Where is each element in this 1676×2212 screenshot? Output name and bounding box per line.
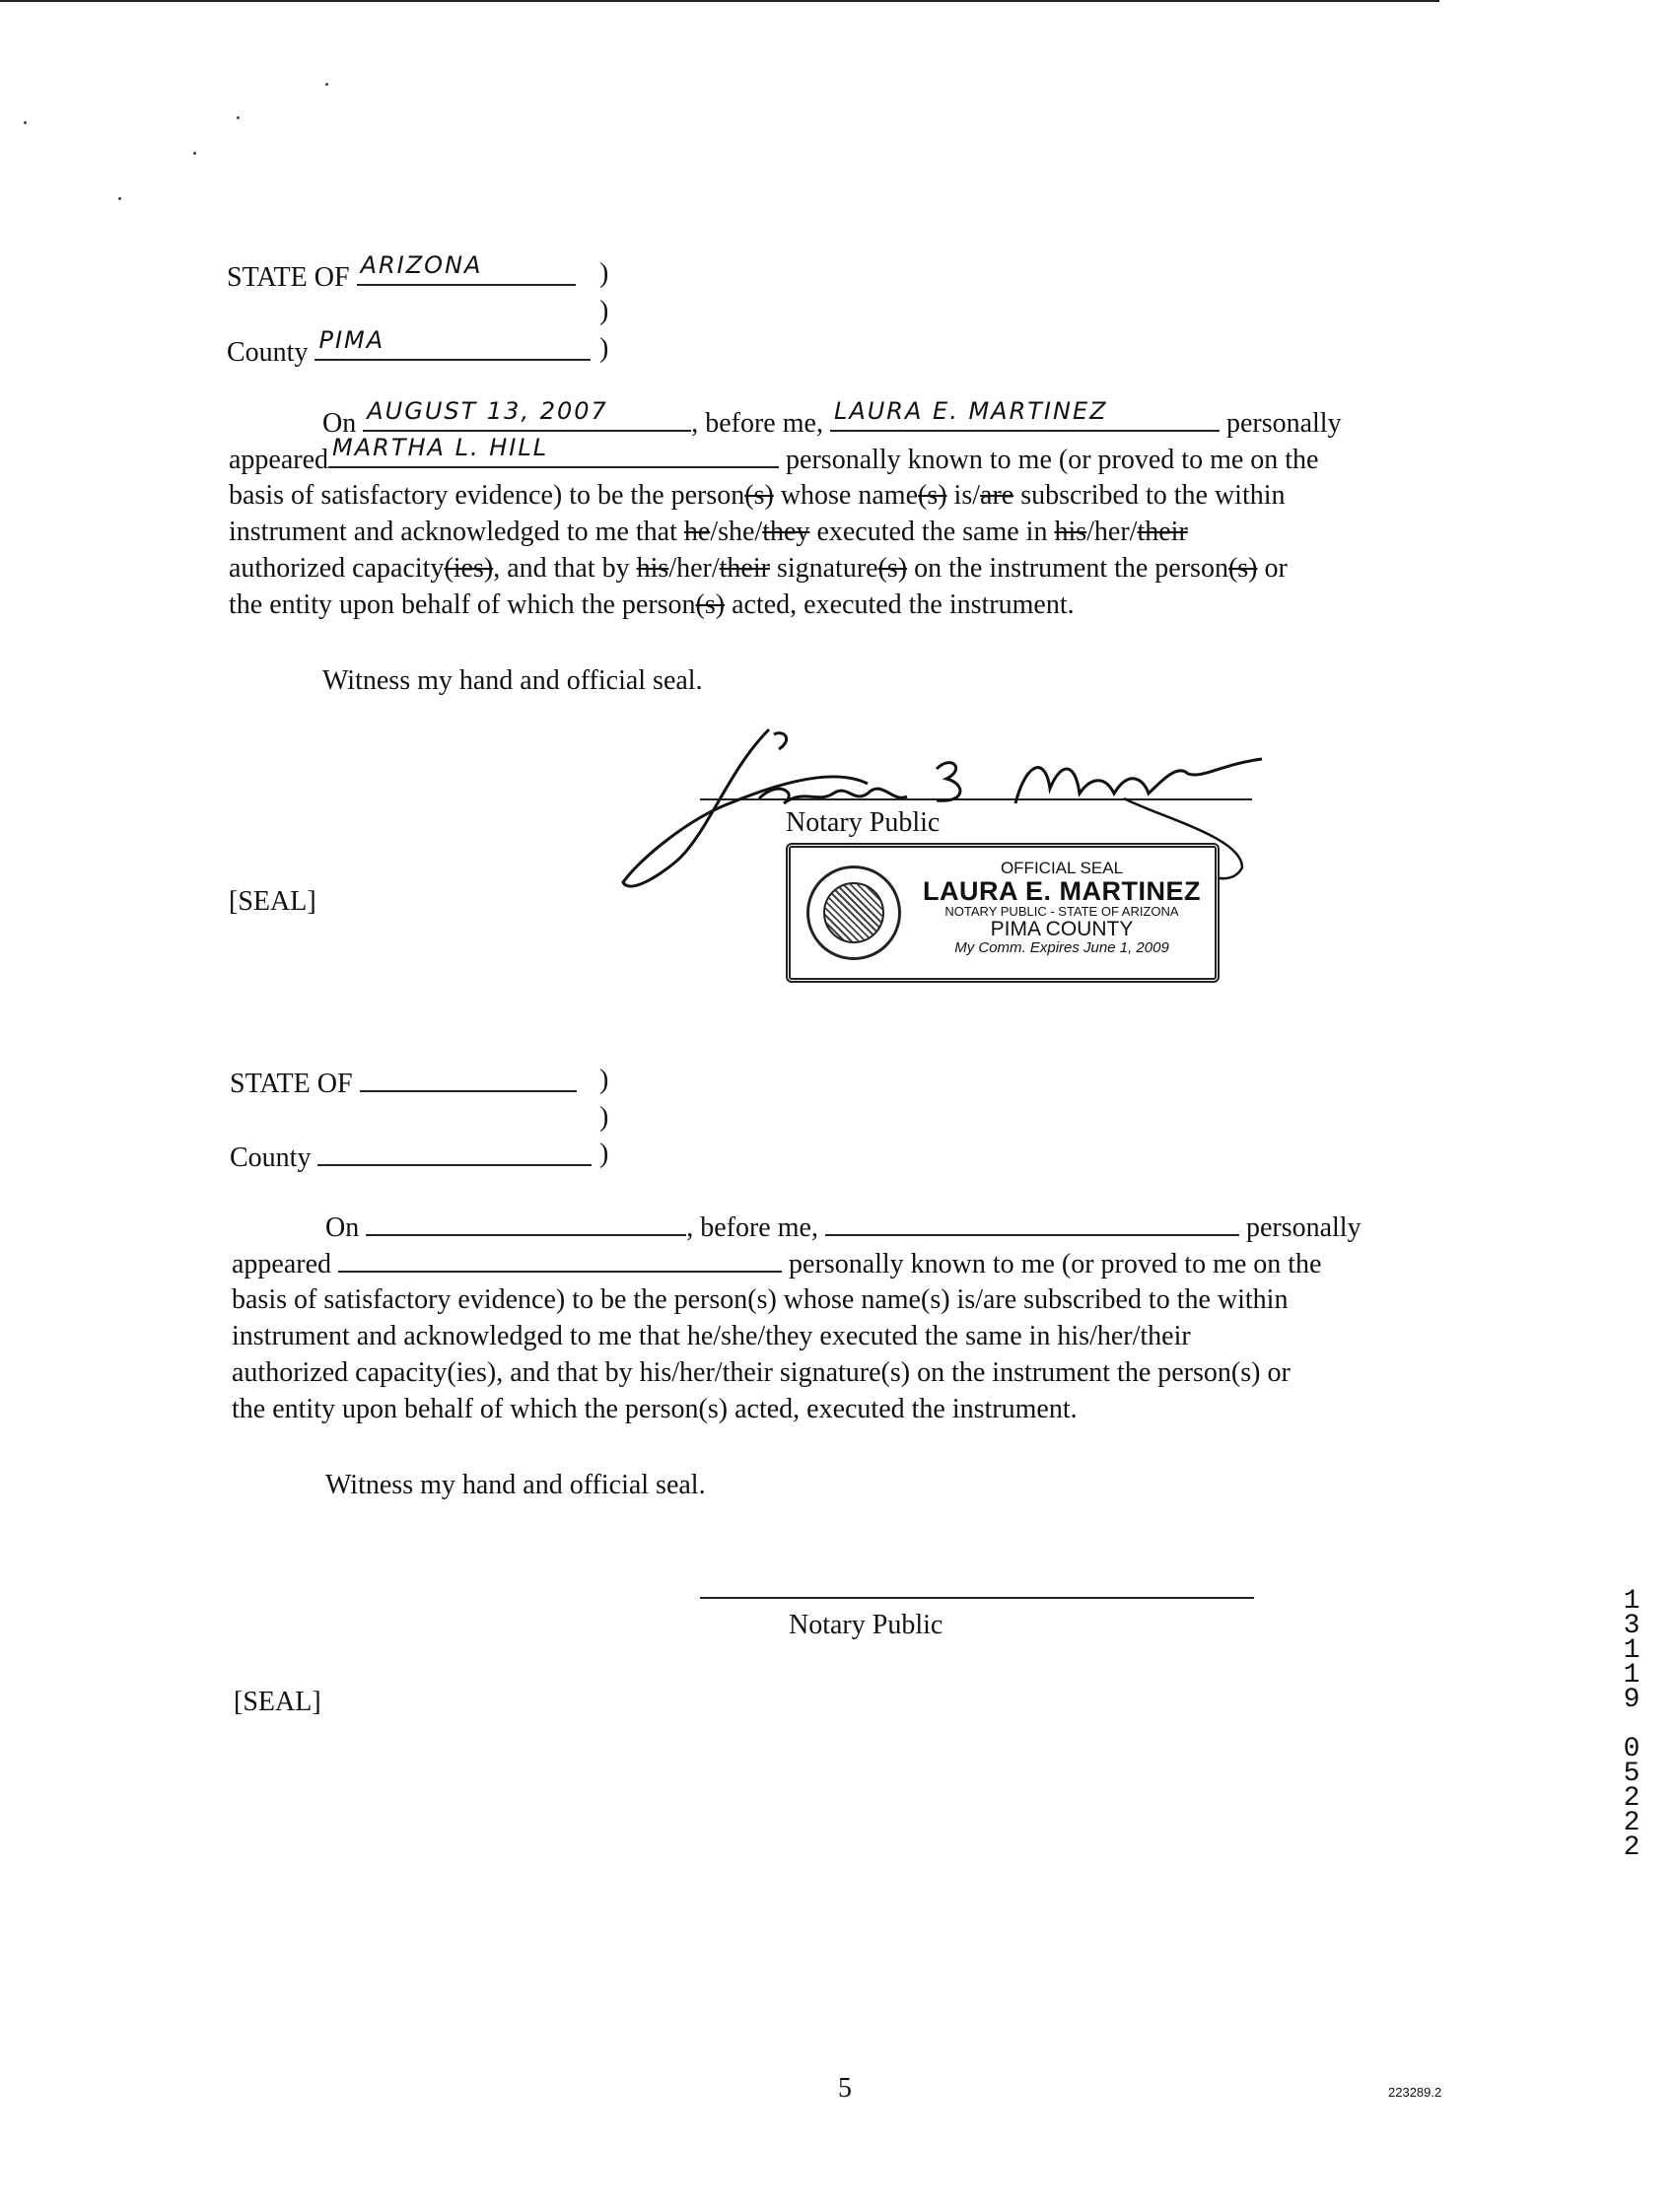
paren: ) — [599, 258, 609, 289]
ack2-line-6: the entity upon behalf of which the person(s) acted, executed the instrument. — [232, 1394, 1078, 1424]
date-field-2 — [366, 1209, 686, 1236]
state-field-1: ARIZONA — [357, 258, 576, 286]
state-line-1: STATE OF ARIZONA — [227, 258, 576, 296]
county-line-1: County PIMA — [227, 333, 591, 371]
recording-number: 1 3 1 1 9 0 5 2 2 2 — [1623, 1586, 1641, 1863]
ack2-line-5: authorized capacity(ies), and that by his/her/their signature(s) on the instrument the person(s) or — [232, 1357, 1291, 1388]
page-number: 5 — [838, 2073, 852, 2104]
signature-line-2 — [700, 1597, 1254, 1599]
county-field-2 — [317, 1139, 592, 1166]
appeared-field-2 — [338, 1245, 782, 1273]
notary-name-field-1: LAURA E. MARTINEZ — [830, 404, 1220, 432]
witness-line-1: Witness my hand and official seal. — [322, 665, 703, 696]
county-line-2: County — [230, 1139, 592, 1176]
county-field-1: PIMA — [314, 333, 591, 361]
notary-public-label-1: Notary Public — [786, 807, 941, 838]
ack-line-2: appeared MARTHA L. HILL personally known to me (or proved to me on the — [229, 434, 1319, 475]
paren: ) — [599, 333, 609, 364]
ack-line-5: authorized capacity(ies), and that by his/her/their signature(s) on the instrument the person(s) or — [229, 553, 1288, 584]
notary-public-label-2: Notary Public — [789, 1610, 943, 1640]
arizona-state-seal-icon — [806, 865, 901, 960]
appeared-field-1: MARTHA L. HILL — [328, 441, 779, 468]
ack-line-4: instrument and acknowledged to me that he/she/they executed the same in his/her/their — [229, 517, 1188, 547]
top-border-line — [0, 0, 1439, 2]
ack-line-3: basis of satisfactory evidence) to be the person(s) whose name(s) is/are subscribed to the within — [229, 480, 1286, 511]
paren: ) — [599, 1065, 609, 1095]
ack2-line-3: basis of satisfactory evidence) to be the person(s) whose name(s) is/are subscribed to the within — [232, 1284, 1289, 1315]
notary-name-field-2 — [825, 1209, 1239, 1236]
seal-label-2: [SEAL] — [234, 1687, 321, 1717]
seal-label-1: [SEAL] — [229, 886, 316, 917]
seal-text: OFFICIAL SEAL LAURA E. MARTINEZ NOTARY PUBLIC - STATE OF ARIZONA PIMA COUNTY My Comm. Expires June 1, 2009 — [923, 859, 1201, 956]
ack-line-6: the entity upon behalf of which the person(s) acted, executed the instrument. — [229, 589, 1075, 620]
document-code: 223289.2 — [1388, 2085, 1442, 2100]
ack2-line-2: appeared personally known to me (or proved to me on the — [232, 1245, 1321, 1282]
paren: ) — [599, 1139, 609, 1169]
state-line-2: STATE OF — [230, 1065, 577, 1102]
state-field-2 — [360, 1065, 577, 1092]
official-notary-seal — [786, 843, 1220, 983]
ack2-line-4: instrument and acknowledged to me that he/she/they executed the same in his/her/their — [232, 1321, 1191, 1351]
witness-line-2: Witness my hand and official seal. — [325, 1470, 706, 1500]
date-field-1: AUGUST 13, 2007 — [363, 404, 691, 432]
paren: ) — [599, 296, 609, 326]
paren: ) — [599, 1102, 609, 1133]
ack-line-1: On AUGUST 13, 2007 , before me, LAURA E. MARTINEZ personally — [322, 397, 1342, 439]
ack2-line-1: On , before me, personally — [325, 1209, 1362, 1246]
